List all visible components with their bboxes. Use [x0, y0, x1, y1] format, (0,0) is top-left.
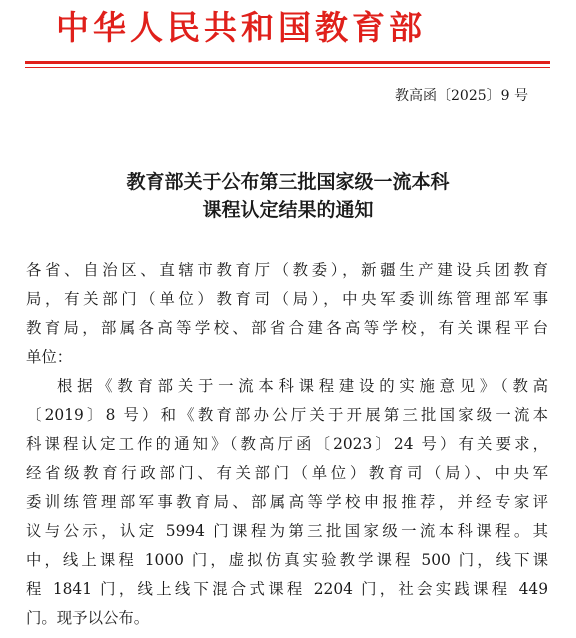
body-line: 中，线上课程 1000 门，虚拟仿真实验教学课程 500 门，线下课	[26, 551, 548, 569]
document-title-line-2: 课程认定结果的通知	[202, 199, 374, 221]
document-number: 教高函〔2025〕9 号	[395, 88, 528, 104]
document-body	[26, 256, 548, 633]
body-line: 科课程认定工作的通知》（教高厅函〔2023〕24 号）有关要求，	[26, 435, 548, 453]
document-title	[0, 168, 576, 224]
issuer-title: 中华人民共和国教育部	[56, 8, 426, 47]
addressee-line: 局，有关部门（单位）教育司（局），中央军委训练管理部军事	[26, 290, 548, 308]
body-paragraph	[26, 372, 548, 633]
addressee-paragraph	[26, 256, 548, 372]
body-line: 〔2019〕8 号）和《教育部办公厅关于开展第三批国家级一流本	[26, 406, 548, 424]
addressee-line: 单位：	[26, 348, 73, 366]
body-line: 经省级教育行政部门、有关部门（单位）教育司（局）、中央军	[26, 464, 548, 482]
body-line: 委训练管理部军事教育局、部属高等学校申报推荐，并经专家评	[26, 493, 548, 511]
red-divider-thin	[25, 67, 550, 68]
body-line: 议与公示，认定 5994 门课程为第三批国家级一流本科课程。其	[26, 522, 548, 540]
body-line: 门。现予以公布。	[26, 609, 150, 627]
addressee-line: 教育局，部属各高等学校、部省合建各高等学校，有关课程平台	[26, 319, 548, 337]
red-divider-thick	[25, 61, 550, 64]
document-title-line-1: 教育部关于公布第三批国家级一流本科	[126, 171, 450, 193]
body-line: 程 1841 门，线上线下混合式课程 2204 门，社会实践课程 449	[26, 580, 548, 598]
addressee-line: 各省、自治区、直辖市教育厅（教委），新疆生产建设兵团教育	[26, 261, 548, 279]
body-line: 根据《教育部关于一流本科课程建设的实施意见》（教高	[57, 377, 548, 395]
